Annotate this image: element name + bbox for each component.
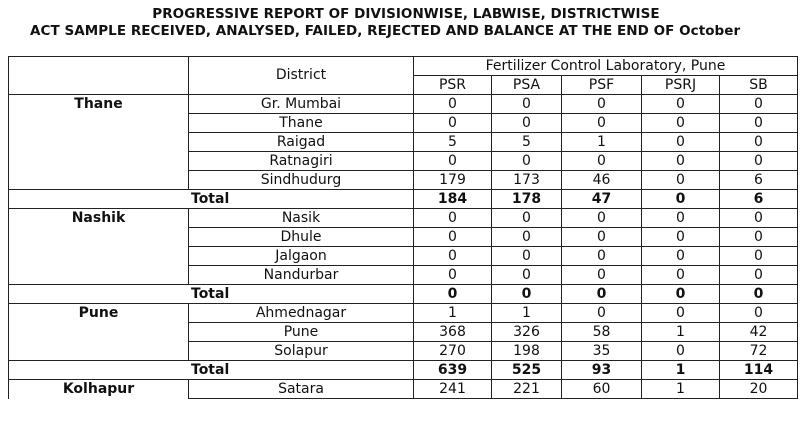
- division-cell: [9, 152, 189, 171]
- value-cell-psf: 0: [562, 228, 642, 247]
- value-cell-psa: 326: [492, 323, 562, 342]
- district-name: Thane: [189, 114, 414, 133]
- value-cell-psa: 0: [492, 266, 562, 285]
- report-title-line-2: ACT SAMPLE RECEIVED, ANALYSED, FAILED, REJECTED AND BALANCE AT THE END OF October: [30, 23, 741, 39]
- value-cell-psa: 0: [492, 247, 562, 266]
- total-value-psf: 93: [562, 361, 642, 380]
- division-cell: [9, 247, 189, 266]
- district-name: Nandurbar: [189, 266, 414, 285]
- division-name: Thane: [9, 95, 189, 114]
- value-cell-sb: 6: [720, 171, 798, 190]
- value-cell-sb: 0: [720, 209, 798, 228]
- value-cell-psrj: 0: [642, 95, 720, 114]
- table-row: [9, 342, 798, 361]
- district-name: Jalgaon: [189, 247, 414, 266]
- column-header-psr: PSR: [414, 76, 492, 95]
- district-name: Raigad: [189, 133, 414, 152]
- district-name: Gr. Mumbai: [189, 95, 414, 114]
- table-row: [9, 209, 798, 228]
- column-header-sb: SB: [720, 76, 798, 95]
- value-cell-sb: 0: [720, 266, 798, 285]
- table-row: [9, 171, 798, 190]
- district-name: Sindhudurg: [189, 171, 414, 190]
- value-cell-psa: 0: [492, 152, 562, 171]
- value-cell-psf: 46: [562, 171, 642, 190]
- total-value-psa: 525: [492, 361, 562, 380]
- total-value-sb: 114: [720, 361, 798, 380]
- value-cell-psr: 0: [414, 114, 492, 133]
- value-cell-sb: 0: [720, 133, 798, 152]
- district-name: Ahmednagar: [189, 304, 414, 323]
- total-row: [9, 190, 798, 209]
- total-value-psrj: 1: [642, 361, 720, 380]
- value-cell-psrj: 0: [642, 114, 720, 133]
- value-cell-psr: 179: [414, 171, 492, 190]
- value-cell-psf: 0: [562, 152, 642, 171]
- district-header: District: [189, 57, 414, 95]
- district-name: Satara: [189, 380, 414, 399]
- value-cell-psf: 35: [562, 342, 642, 361]
- division-cell: [9, 133, 189, 152]
- division-header-cell: [9, 57, 189, 95]
- total-value-psf: 47: [562, 190, 642, 209]
- value-cell-sb: 42: [720, 323, 798, 342]
- value-cell-psr: 0: [414, 209, 492, 228]
- district-name: Dhule: [189, 228, 414, 247]
- division-cell: [9, 342, 189, 361]
- total-label: Total: [9, 190, 414, 209]
- total-row: [9, 285, 798, 304]
- report-title-line-1: PROGRESSIVE REPORT OF DIVISIONWISE, LABWISE, DISTRICTWISE: [152, 6, 660, 22]
- value-cell-psa: 173: [492, 171, 562, 190]
- value-cell-psr: 1: [414, 304, 492, 323]
- division-cell: [9, 171, 189, 190]
- table-row: [9, 228, 798, 247]
- value-cell-psf: 1: [562, 133, 642, 152]
- value-cell-psrj: 1: [642, 380, 720, 399]
- value-cell-sb: 0: [720, 152, 798, 171]
- table-row: [9, 266, 798, 285]
- table-row: [9, 95, 798, 114]
- value-cell-psrj: 1: [642, 323, 720, 342]
- value-cell-psrj: 0: [642, 228, 720, 247]
- value-cell-psa: 0: [492, 228, 562, 247]
- value-cell-psf: 0: [562, 304, 642, 323]
- value-cell-psr: 0: [414, 228, 492, 247]
- table-row: [9, 114, 798, 133]
- value-cell-psr: 0: [414, 95, 492, 114]
- value-cell-psr: 0: [414, 266, 492, 285]
- division-name: Nashik: [9, 209, 189, 228]
- value-cell-psa: 1: [492, 304, 562, 323]
- header-row-1: [9, 57, 798, 76]
- district-name: Nasik: [189, 209, 414, 228]
- total-value-psrj: 0: [642, 285, 720, 304]
- table-row: [9, 247, 798, 266]
- total-value-sb: 0: [720, 285, 798, 304]
- district-name: Pune: [189, 323, 414, 342]
- total-value-sb: 6: [720, 190, 798, 209]
- column-header-psf: PSF: [562, 76, 642, 95]
- table-row: [9, 152, 798, 171]
- total-value-psrj: 0: [642, 190, 720, 209]
- value-cell-psa: 0: [492, 95, 562, 114]
- value-cell-psrj: 0: [642, 133, 720, 152]
- table-row: [9, 133, 798, 152]
- value-cell-psrj: 0: [642, 171, 720, 190]
- value-cell-psrj: 0: [642, 247, 720, 266]
- column-header-psrj: PSRJ: [642, 76, 720, 95]
- value-cell-psr: 270: [414, 342, 492, 361]
- value-cell-psr: 0: [414, 152, 492, 171]
- value-cell-psf: 60: [562, 380, 642, 399]
- value-cell-sb: 0: [720, 247, 798, 266]
- value-cell-psa: 5: [492, 133, 562, 152]
- total-value-psa: 0: [492, 285, 562, 304]
- value-cell-sb: 20: [720, 380, 798, 399]
- division-cell: [9, 323, 189, 342]
- division-cell: [9, 228, 189, 247]
- value-cell-psa: 0: [492, 209, 562, 228]
- value-cell-psr: 5: [414, 133, 492, 152]
- division-cell: [9, 114, 189, 133]
- value-cell-psa: 198: [492, 342, 562, 361]
- report-table: [8, 56, 798, 399]
- division-name: Pune: [9, 304, 189, 323]
- division-cell: [9, 266, 189, 285]
- value-cell-psa: 221: [492, 380, 562, 399]
- total-value-psr: 639: [414, 361, 492, 380]
- value-cell-psf: 0: [562, 95, 642, 114]
- value-cell-sb: 0: [720, 228, 798, 247]
- value-cell-psf: 0: [562, 114, 642, 133]
- value-cell-psr: 0: [414, 247, 492, 266]
- total-value-psr: 184: [414, 190, 492, 209]
- value-cell-psrj: 0: [642, 266, 720, 285]
- table-row: [9, 323, 798, 342]
- column-header-psa: PSA: [492, 76, 562, 95]
- value-cell-psf: 0: [562, 266, 642, 285]
- total-value-psa: 178: [492, 190, 562, 209]
- value-cell-psf: 0: [562, 209, 642, 228]
- total-value-psf: 0: [562, 285, 642, 304]
- value-cell-psr: 368: [414, 323, 492, 342]
- district-name: Solapur: [189, 342, 414, 361]
- value-cell-psf: 0: [562, 247, 642, 266]
- total-value-psr: 0: [414, 285, 492, 304]
- value-cell-psf: 58: [562, 323, 642, 342]
- total-row: [9, 361, 798, 380]
- division-name: Kolhapur: [9, 380, 189, 399]
- value-cell-psrj: 0: [642, 152, 720, 171]
- value-cell-sb: 0: [720, 114, 798, 133]
- table-row: [9, 380, 798, 399]
- value-cell-psa: 0: [492, 114, 562, 133]
- value-cell-psr: 241: [414, 380, 492, 399]
- lab-header: Fertilizer Control Laboratory, Pune: [414, 57, 798, 76]
- value-cell-sb: 0: [720, 95, 798, 114]
- value-cell-psrj: 0: [642, 209, 720, 228]
- value-cell-sb: 0: [720, 304, 798, 323]
- district-name: Ratnagiri: [189, 152, 414, 171]
- total-label: Total: [9, 361, 414, 380]
- value-cell-psrj: 0: [642, 304, 720, 323]
- table-row: [9, 304, 798, 323]
- value-cell-sb: 72: [720, 342, 798, 361]
- value-cell-psrj: 0: [642, 342, 720, 361]
- total-label: Total: [9, 285, 414, 304]
